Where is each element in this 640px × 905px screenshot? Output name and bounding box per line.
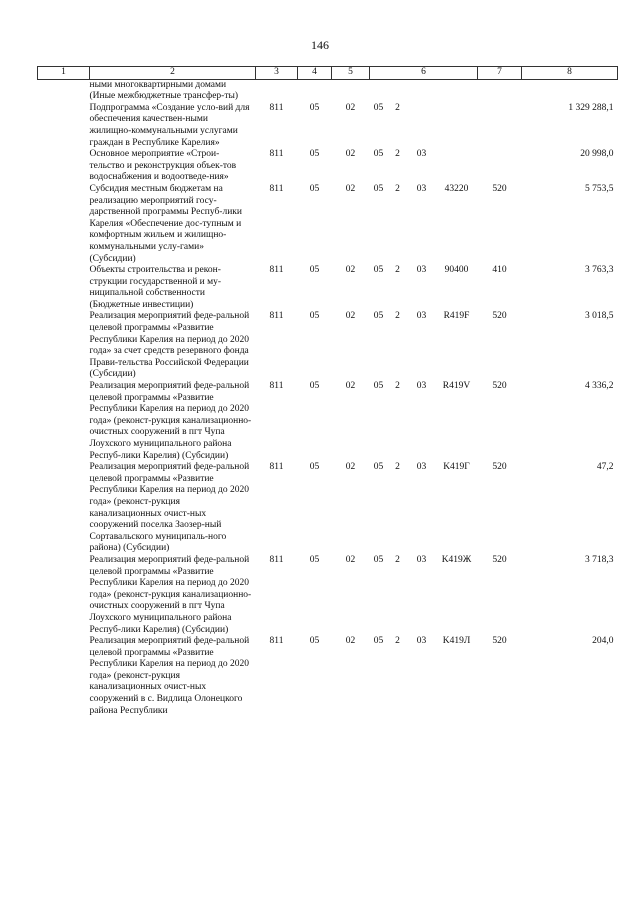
program-code-cell: 05 <box>373 636 384 647</box>
column-header: 1 <box>38 67 90 80</box>
ministry-code-cell: 811 <box>269 183 284 194</box>
section-code-cell: 05 <box>309 554 320 565</box>
row-number-cell <box>38 184 90 265</box>
program-code-cell: 05 <box>373 102 384 113</box>
subprogram-code-cell: 2 <box>395 636 400 647</box>
subprogram-code-cell: 2 <box>395 554 400 565</box>
column-header: 8 <box>522 67 618 80</box>
item-name-cell: Подпрограмма «Создание усло-вий для обеспечения качествен-ными жилищно-коммунальными услугами граждан в Республике Карелия» <box>89 102 250 148</box>
expense-type-cell: 520 <box>492 462 507 473</box>
page-number: 146 <box>311 38 329 52</box>
ministry-code-cell: 811 <box>269 265 284 276</box>
ministry-code-cell: 811 <box>269 102 284 113</box>
expense-type-cell <box>478 103 522 149</box>
row-number-cell <box>38 79 90 103</box>
ministry-code-cell: 811 <box>269 462 284 473</box>
amount-cell: 1 329 288,1 <box>568 102 614 113</box>
amount-cell: 20 998,0 <box>580 149 614 160</box>
subsection-code-cell: 02 <box>345 311 356 322</box>
section-code-cell: 05 <box>309 183 320 194</box>
program-code-cell: 05 <box>373 149 384 160</box>
activity-code-cell: 03 <box>416 265 427 276</box>
section-code-cell: 05 <box>309 311 320 322</box>
ministry-code-cell: 811 <box>269 149 284 160</box>
ministry-code-cell <box>256 79 298 103</box>
amount-cell: 4 336,2 <box>585 381 614 392</box>
ministry-code-cell: 811 <box>269 311 284 322</box>
activity-code-cell: 03 <box>416 462 427 473</box>
expense-type-cell: 520 <box>492 183 507 194</box>
direction-code-cell <box>436 103 478 149</box>
program-code-cell: 05 <box>373 183 384 194</box>
direction-code-cell: K419Ж <box>441 554 472 565</box>
direction-code-cell: R419F <box>443 311 470 322</box>
column-header: 4 <box>298 67 332 80</box>
item-name-cell: Реализация мероприятий феде-ральной целевой программы «Развитие Республики Карелия на период до 2020 года» за счет средств резервного фонда Прави-тельства Российской Федерации (Субсидии) <box>89 311 250 380</box>
expense-type-cell: 520 <box>492 554 507 565</box>
subsection-code-cell: 02 <box>345 183 356 194</box>
direction-code-cell: K419Г <box>443 462 470 473</box>
subprogram-code-cell: 2 <box>395 311 400 322</box>
activity-code-cell: 03 <box>416 183 427 194</box>
expense-type-cell: 520 <box>492 381 507 392</box>
program-code-cell: 05 <box>373 381 384 392</box>
direction-code-cell: R419V <box>442 381 471 392</box>
item-name-cell: Реализация мероприятий феде-ральной целевой программы «Развитие Республики Карелия на период до 2020 года» (реконст-рукция канализационных очист-ных сооружений в с. Видлица Олонецкого района Республики <box>89 636 250 716</box>
subprogram-code-cell: 2 <box>395 102 400 113</box>
table-row <box>38 381 618 462</box>
subprogram-code-cell: 2 <box>395 265 400 276</box>
subsection-code-cell: 02 <box>345 102 356 113</box>
activity-code-cell <box>408 79 436 103</box>
program-code-cell: 05 <box>373 554 384 565</box>
item-name-cell: Субсидия местным бюджетам на реализацию мероприятий госу-дарственной программы Респуб-лики Карелия «Обеспечение дос-тупным и комфортным жильем и жилищно-коммунальными услу-гами» (Субсидии) <box>89 183 242 264</box>
table-row <box>38 79 618 103</box>
table-row <box>38 265 618 311</box>
subsection-code-cell: 02 <box>345 462 356 473</box>
table-row <box>38 555 618 636</box>
expense-type-cell: 520 <box>492 311 507 322</box>
row-number-cell <box>38 381 90 462</box>
amount-cell: 3 763,3 <box>585 265 614 276</box>
subprogram-code-cell: 2 <box>395 149 400 160</box>
expense-type-cell <box>478 79 522 103</box>
amount-cell: 3 018,5 <box>585 311 614 322</box>
subsection-code-cell: 02 <box>345 265 356 276</box>
subprogram-code-cell: 2 <box>395 183 400 194</box>
section-code-cell: 05 <box>309 381 320 392</box>
table-row <box>38 462 618 555</box>
table-row <box>38 149 618 184</box>
item-name-cell: Реализация мероприятий феде-ральной целевой программы «Развитие Республики Карелия на период до 2020 года» (реконст-рукция канализационно-очистных сооружений в пгт Чупа Лоухского муниципального района Респуб-лики Карелия) (Субсидии) <box>89 381 252 461</box>
subsection-code-cell <box>332 79 370 103</box>
program-code-cell: 05 <box>373 462 384 473</box>
direction-code-cell <box>436 79 478 103</box>
column-header: 2 <box>90 67 256 80</box>
section-code-cell: 05 <box>309 149 320 160</box>
subprogram-code-cell <box>388 79 408 103</box>
table-row <box>38 636 618 717</box>
activity-code-cell: 03 <box>416 554 427 565</box>
subprogram-code-cell: 2 <box>395 381 400 392</box>
subsection-code-cell: 02 <box>345 149 356 160</box>
column-header: 3 <box>256 67 298 80</box>
activity-code-cell <box>408 103 436 149</box>
item-name-cell: Реализация мероприятий феде-ральной целевой программы «Развитие Республики Карелия на период до 2020 года» (реконст-рукция канализационных очист-ных сооружений поселка Заозер-ный Сортавальского муниципаль-ного района) (Субсидии) <box>89 462 250 554</box>
section-code-cell <box>298 79 332 103</box>
program-code-cell: 05 <box>373 311 384 322</box>
subsection-code-cell: 02 <box>345 636 356 647</box>
expense-type-cell: 520 <box>492 636 507 647</box>
activity-code-cell: 03 <box>416 381 427 392</box>
item-name-cell: Основное мероприятие «Строи-тельство и реконструкция объек-тов водоснабжения и водоотведе-ния» <box>89 149 237 183</box>
direction-code-cell: 43220 <box>444 183 469 194</box>
direction-code-cell <box>436 149 478 184</box>
item-name-cell: Объекты строительства и рекон-струкции государственной и му-ниципальной собственности (Бюджетные инвестиции) <box>89 265 222 310</box>
section-code-cell: 05 <box>309 462 320 473</box>
amount-cell: 204,0 <box>592 636 614 647</box>
budget-table <box>37 66 618 717</box>
subsection-code-cell: 02 <box>345 381 356 392</box>
expense-type-cell <box>478 149 522 184</box>
section-code-cell: 05 <box>309 265 320 276</box>
table-row <box>38 184 618 265</box>
item-name-cell: ными многоквартирными домами (Иные межбюджетные трансфер-ты) <box>89 79 239 102</box>
item-name-cell: Реализация мероприятий феде-ральной целевой программы «Развитие Республики Карелия на период до 2020 года» (реконст-рукция канализационно-очистных сооружений в пгт Чупа Лоухского муниципального района Респуб-лики Карелия) (Субсидии) <box>89 554 252 635</box>
column-header: 6 <box>370 67 478 80</box>
subsection-code-cell: 02 <box>345 554 356 565</box>
ministry-code-cell: 811 <box>269 554 284 565</box>
direction-code-cell: K419Л <box>442 636 471 647</box>
section-code-cell: 05 <box>309 102 320 113</box>
column-header: 7 <box>478 67 522 80</box>
program-code-cell: 05 <box>373 265 384 276</box>
direction-code-cell: 90400 <box>444 265 469 276</box>
table-row <box>38 311 618 381</box>
ministry-code-cell: 811 <box>269 381 284 392</box>
row-number-cell <box>38 555 90 636</box>
section-code-cell: 05 <box>309 636 320 647</box>
activity-code-cell: 03 <box>416 311 427 322</box>
amount-cell: 3 718,3 <box>585 554 614 565</box>
amount-cell: 5 753,5 <box>585 183 614 194</box>
row-number-cell <box>38 462 90 555</box>
activity-code-cell: 03 <box>416 636 427 647</box>
row-number-cell <box>38 636 90 717</box>
row-number-cell <box>38 103 90 149</box>
table-row <box>38 103 618 149</box>
expense-type-cell: 410 <box>492 265 507 276</box>
activity-code-cell: 03 <box>416 149 427 160</box>
row-number-cell <box>38 265 90 311</box>
header-row <box>38 67 618 80</box>
program-code-cell <box>370 79 388 103</box>
row-number-cell <box>38 149 90 184</box>
table-body <box>38 79 618 717</box>
ministry-code-cell: 811 <box>269 636 284 647</box>
column-header: 5 <box>332 67 370 80</box>
subprogram-code-cell: 2 <box>395 462 400 473</box>
row-number-cell <box>38 311 90 381</box>
amount-cell <box>522 79 618 103</box>
amount-cell: 47,2 <box>596 462 614 473</box>
